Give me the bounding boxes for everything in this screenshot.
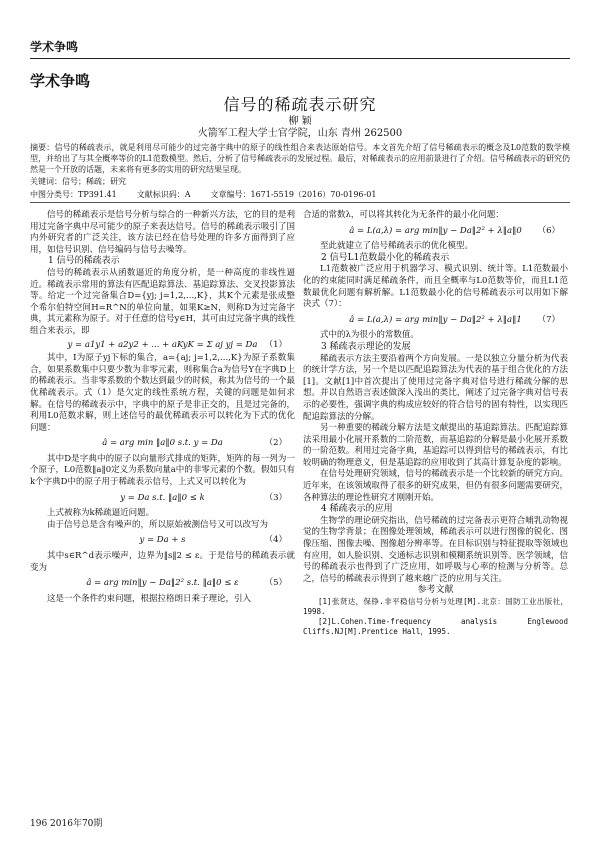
article-author: 柳 颖 [288,116,312,127]
paragraph: 上式被称为k稀疏逼近问题。 [47,508,155,519]
page-footer: 196 2016年70期 [30,819,103,829]
meta-rule [30,202,570,203]
equation-5-number: （5） [264,578,287,589]
paragraph: 由于信号总是含有噪声的，所以原始被测信号又可以改写为 [47,519,269,530]
equation-7 [303,315,568,327]
equation-1-body: y = a1y1 + a2y2 + ... + aKyK = Σ aj yj = Da [67,339,258,350]
paragraph: 其中D是字典中的原子以向量形式排成的矩阵，矩阵的每一列为一个原子，L0范数‖a‖0定义为系数向量a中的非零元素的个数。假如只有k个字典D中的原子用于稀疏表示信号，上式又可以转化为 [30,453,295,488]
equation-5-body: â = arg min‖y − Da‖2² s.t. ‖a‖0 ≤ ε [86,578,239,589]
paragraph: 稀疏表示方法主要沿着两个方向发展。一是以独立分量分析为代表的统计学方法，另一个是以匹配追踪算法为代表的基于组合优化的方法[1]。文献[1]中首次提出了使用过完备字典对信号进行稀疏分解的思想。并以自然语言表述做深入浅出的类比，阐述了过完备字典对信号表示的必要性，强调字典的构成应较好的符合信号的固有特性，以实现匹配追踪算法的分解。 [303,353,568,422]
equation-2 [30,438,295,450]
equation-6 [303,226,568,238]
equation-6-body: â = L(a,λ) = arg min‖y − Da‖2² + λ‖a‖0 [349,225,522,236]
paragraph: 其中，I为原子yj下标的集合，a={aj; j=1,2,...,K}为原子系数集合，如果系数集中只要少数为非零元素，则称集合a为信号Y在字典D上的稀疏表示。当非零系数的个数达到最少的时候，称其为信号的一个最优稀疏表示。式（1）是欠定的线性系统方程，关键的问题是如何求解。在信号的稀疏表示中，字典中的原子是非正交的，且是过完备的，利用L0范数求解，则上述信号的最优稀疏表示可以转化为下式的优化问题： [30,353,295,433]
equation-3 [30,493,295,505]
equation-3-body: y = Da s.t. ‖a‖0 ≤ k [120,492,205,503]
references-title: 参考文献 [417,585,454,596]
references [303,585,568,637]
equation-6-number: （6） [537,225,560,236]
paragraph: 另一种重要的稀疏分解方法是文献提出的基追踪算法。匹配追踪算法采用最小化展开系数的二阶范数，而基追踪的分解是最小化展开系数的一阶范数。利用过完备字典，基追踪可以得到信号的稀疏表示，有比较明确的物理意义，但是基追踪的应用收到了其高计算复杂度的影响。 [303,423,568,468]
right-column [303,210,568,637]
clc-number: 中图分类号：TP391.41 [30,190,117,199]
paragraph: 在信号处理研究领域，信号的稀疏表示是一个比较新的研究方向。近年来，在该领域取得了很多的研究成果，但仍有很多问题需要研究，各种算法的理论性研究才刚刚开始。 [303,469,568,503]
article-title: 信号的稀疏表示研究 [223,95,377,114]
equation-3-number: （3） [264,492,287,503]
paragraph: 合适的常数λ，可以将其转化为无条件的最小化问题： [303,210,504,220]
paragraph: 其中s∈R^d表示噪声，边界为‖s‖2 ≤ ε。于是信号的稀疏表示就变为 [30,551,295,573]
paragraph: L1范数被广泛应用于机器学习、模式识别、统计等。L1范数最小化的约束能同时满足稀疏条件，而且全概率与L0范数等价，而且L1范数最优化问题有解析解。L1范数最小化的信号稀疏表示可以用如下解决式（7）： [303,264,568,310]
article-meta [30,189,570,200]
paragraph: 信号的稀疏表示是信号分析与综合的一种新兴方法，它的目的是利用过完备字典中尽可能少的原子来表达信号。信号的稀疏表示吸引了国内外研究者的广泛关注，该方法已经在信号处理的许多方面得到了应用，如信号识别、信号编码与信号去噪等。 [30,210,295,255]
article-affiliation: 火箭军工程大学士官学院，山东 青州 262500 [197,128,403,139]
left-column [30,210,295,605]
paragraph: 信号的稀疏表示从函数逼近的角度分析，是一种高度的非线性逼近。稀疏表示常用的算法有匹配追踪算法、基追踪算法、交叉投影算法等。给定一个过完备集合D={yj; j=1,2,...,K}，其K个元素是张成整个希尔伯特空间H=R^N的单位向量，如果K≥N，则称D为过完备字典，其元素称为原子。对于任意的信号y∈H，其可由过完备字典的线性组合来表示，即 [30,267,296,336]
doc-code: 文献标识码：A [136,190,191,199]
abstract: 摘要：信号的稀疏表示，就是利用尽可能少的过完备字典中的原子的线性组合来表达原始信号。本文首先介绍了信号稀疏表示的概念及L0范数的数学模型，并给出了与其全概率等价的L1范数模型。然后，分析了信号稀疏表示的发展过程。最后，对稀疏表示的应用前景进行了介绍。信号稀疏表示的研究仍然是一个开放的话题，未来将有更多的实用的研究结果呈现。 [30,143,570,174]
equation-7-body: â = L(a,λ) = arg min‖y − Da‖2² + λ‖a‖1 [349,314,522,325]
section-heading-1: 1 信号的稀疏表示 [48,256,120,267]
equation-4-number: （4） [264,535,287,546]
equation-2-number: （2） [264,438,287,449]
section-heading-2: 2 信号L1范数最小化的稀疏表示 [321,252,450,263]
equation-1 [30,340,295,352]
paragraph: 式中的λ为很小的常数值。 [320,330,419,341]
paragraph: 生物学的理论研究指出，信号稀疏的过完备表示更符合哺乳动物视觉的生物学背景；在图像处理领域，稀疏表示可以进行图像的锐化、图像压缩、图像去噪、图像超分辨率等。在目标识别与特征提取等领域也有应用，如人脸识别、交通标志识别和模糊系统识别等。医学领域，信号的稀疏表示也得到了广泛应用，如呼吸与心率的检测与分析等。总之，信号的稀疏表示得到了越来越广泛的应用与关注。 [303,515,568,584]
section-heading-4: 4 稀疏表示的应用 [321,504,393,515]
equation-2-body: â = arg min ‖a‖0 s.t. y = Da [102,438,223,449]
equation-7-number: （7） [537,314,560,325]
equation-5 [30,578,295,590]
article-number: 文章编号：1671-5519（2016）70-0196-01 [210,190,377,199]
section-label: 学术争鸣 [30,72,91,90]
equation-1-number: （1） [264,339,287,350]
equation-4 [30,535,295,547]
reference-item: [2]L.Cohen.Time-frequency analysis Englewood Cliffs.NJ[M].Prentice Hall，1995. [303,617,568,636]
equation-4-body: y = Da + s [139,535,186,546]
paragraph: 至此就建立了信号稀疏表示的优化模型。 [320,241,474,252]
paragraph: 这是一个条件约束问题，根据拉格朗日乘子理论，引入 [47,593,252,604]
reference-item: [1]张贤达，保铮.非平稳信号分析与处理[M].北京：国防工业出版社，1998. [303,597,568,616]
running-header: 学术争鸣 [30,40,79,54]
section-heading-3: 3 稀疏表示理论的发展 [321,341,411,352]
header-rule [30,58,570,59]
keywords: 关键词：信号；稀疏；研究 [30,177,126,186]
